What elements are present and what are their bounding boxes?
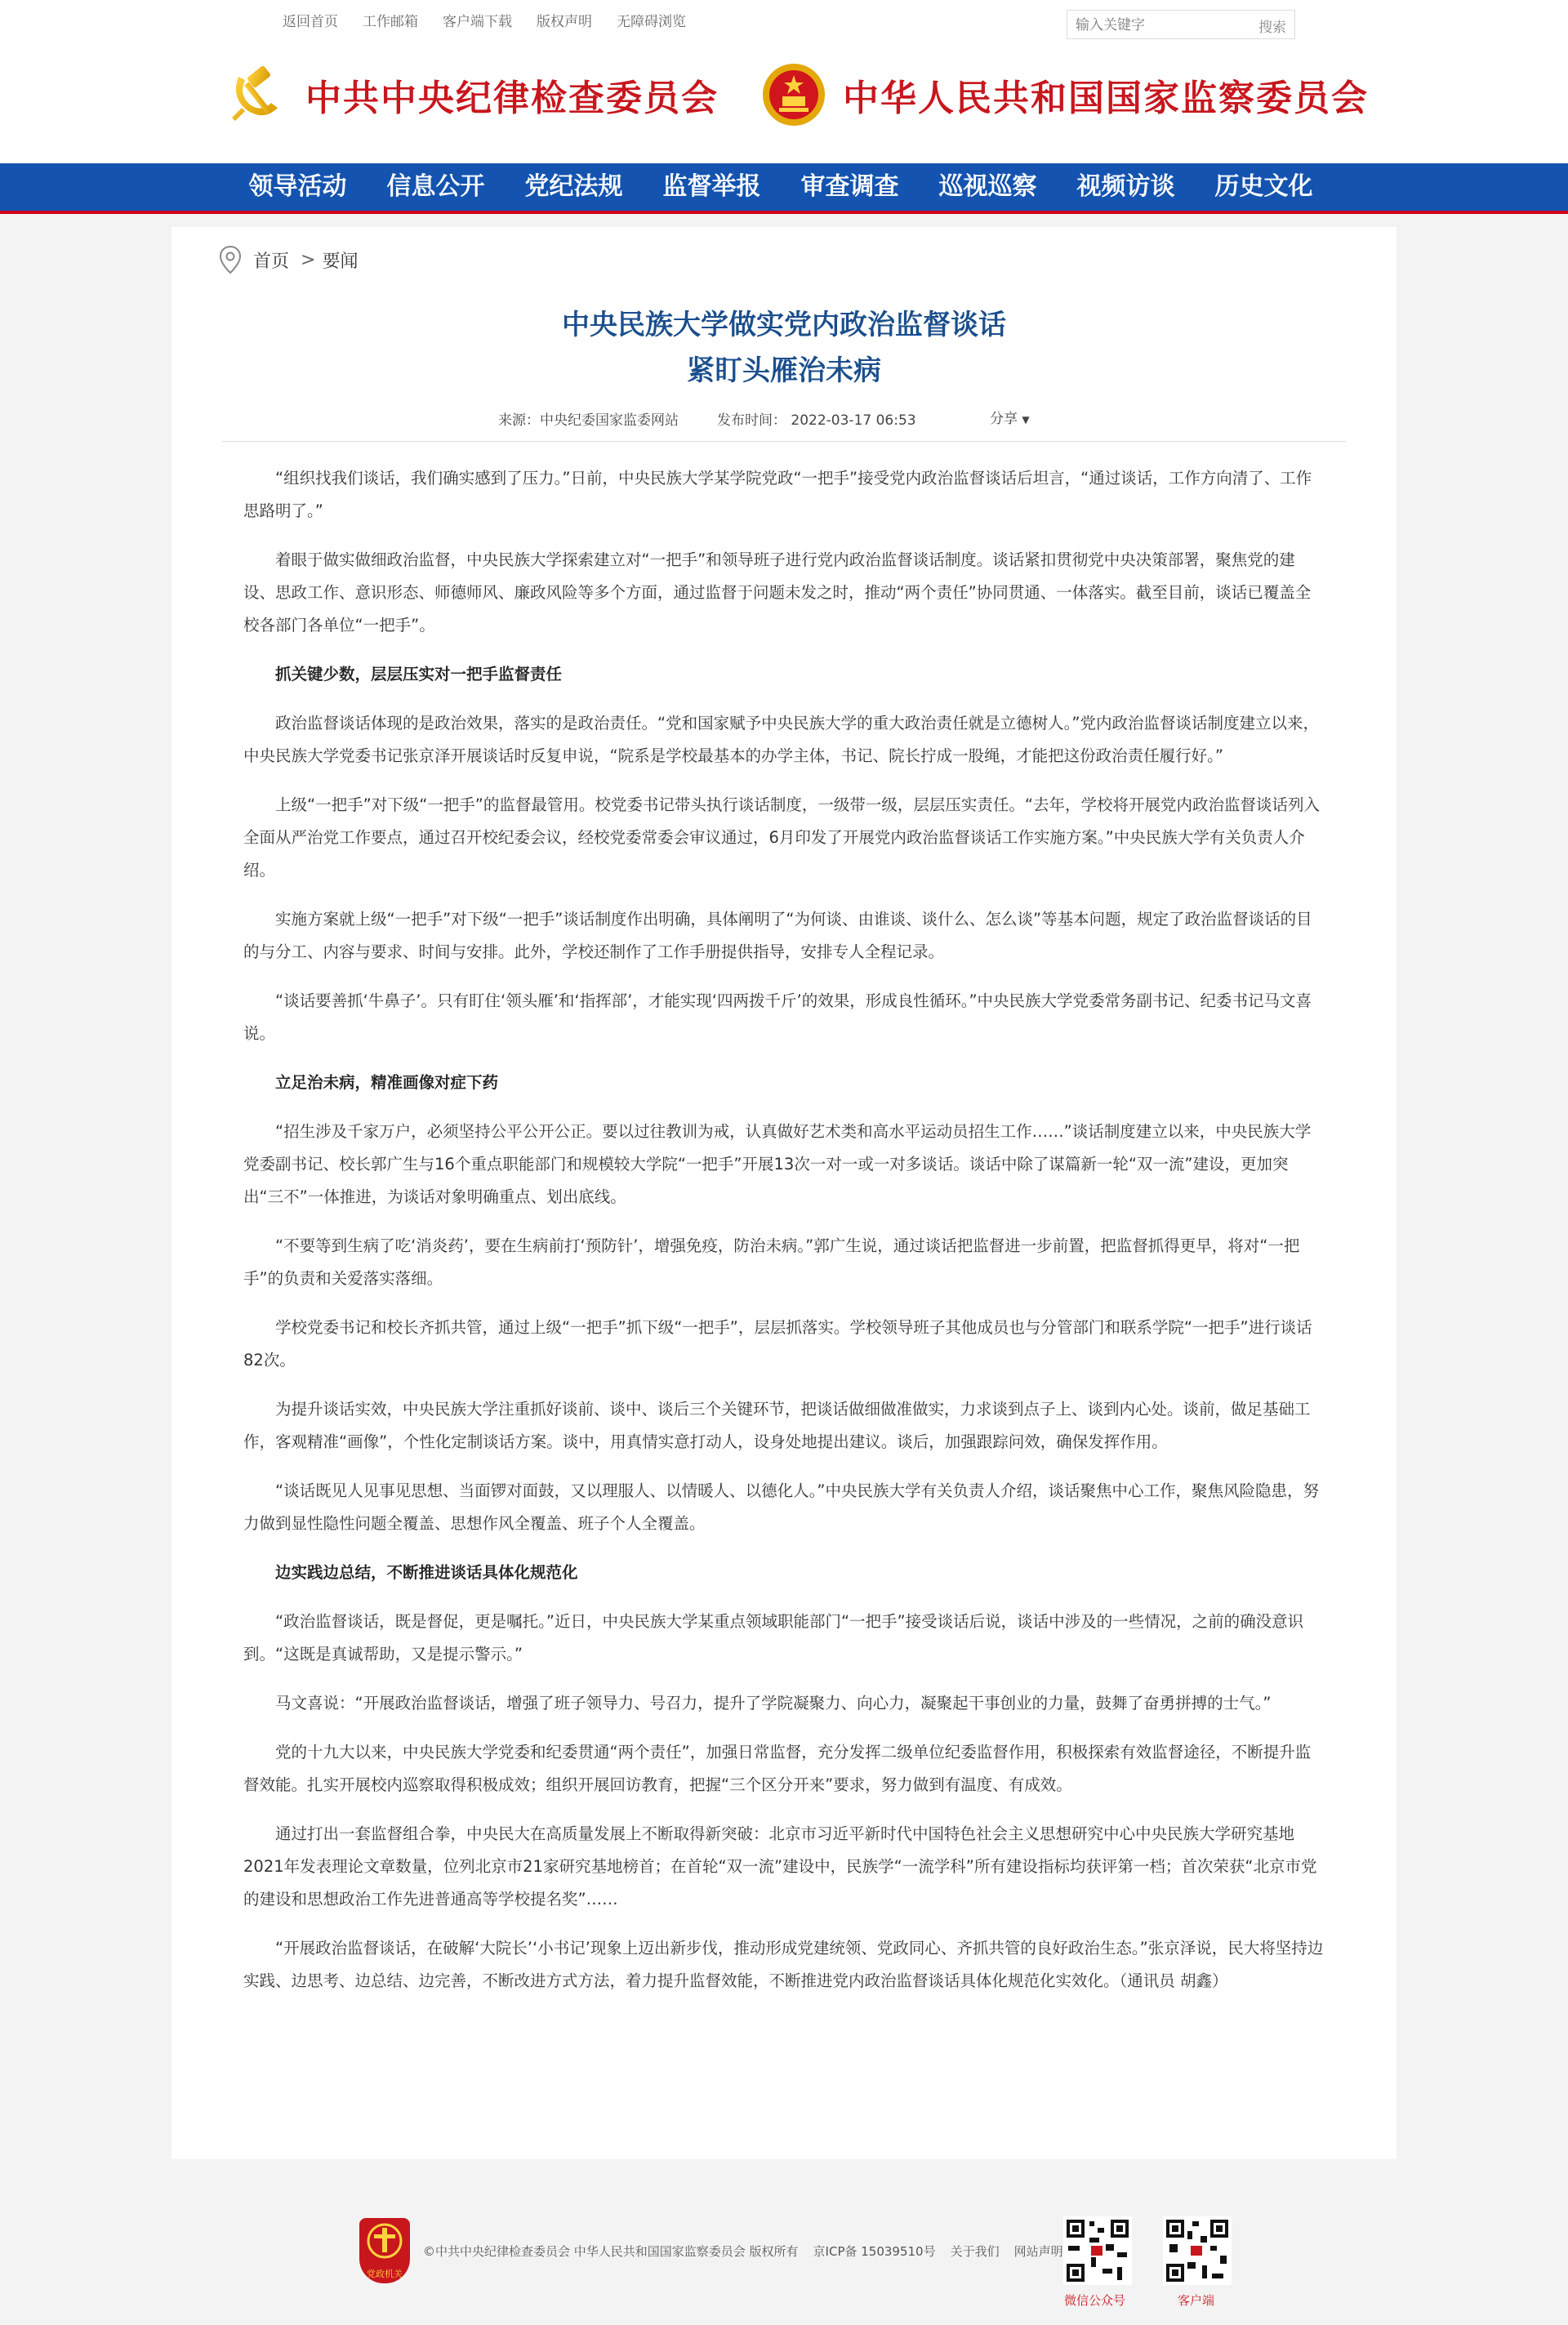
article-paragraph: 学校党委书记和校长齐抓共管，通过上级“一把手”抓下级“一把手”，层层抓落实。学校领导班子其他成员也与分管部门和联系学院“一把手”进行谈话82次。 [243,1318,1312,1370]
nav-item-info[interactable]: 信息公开 [386,172,485,201]
breadcrumb-home[interactable]: 首页 [253,251,290,272]
top-link-accessibility[interactable]: 无障碍浏览 [617,14,686,30]
section-heading: 立足治未病，精准画像对症下药 [275,1073,499,1092]
article-body [243,462,1326,2014]
breadcrumb-current[interactable]: 要闻 [322,251,359,272]
share-label: 分享 [990,411,1018,427]
top-link-copyright[interactable]: 版权声明 [537,14,592,30]
footer-icp[interactable]: 京ICP备 15039510号 [813,2244,936,2259]
section-heading: 抓关键少数，层层压实对一把手监督责任 [275,665,563,684]
article-paragraph: 通过打出一套监督组合拳，中央民大在高质量发展上不断取得新突破：北京市习近平新时代中国特色社会主义思想研究中心中央民族大学研究基地2021年发表理论文章数量，位列北京市21家研究基地榜首；在首轮“双一流”建设中，民族学“一流学科”所有建设指标均获评第一档；首次荣获“北京市党的建设和思想政治工作先进普通高等学校提名奖”…… [243,1824,1317,1909]
qr-code-wechat[interactable] [1063,2216,1132,2285]
article-paragraph: 着眼于做实做细政治监督，中央民族大学探索建立对“一把手”和领导班子进行党内政治监督谈话制度。谈话紧扣贯彻党中央决策部署，聚焦党的建设、思政工作、意识形态、师德师风、廉政风险等多个方面，通过监督于问题未发之时，推动“两个责任”协同贯通、一体落实。截至目前，谈话已覆盖全校各部门各单位“一把手”。 [243,550,1312,635]
brand-right-title: 中华人民共和国国家监察委员会 [843,78,1369,119]
nav-item-report[interactable]: 监督举报 [662,172,761,201]
article-paragraph: 为提升谈话实效，中央民族大学注重抓好谈前、谈中、谈后三个关键环节，把谈话做细做准做实，力求谈到点子上、谈到内心处。谈前，做足基础工作，客观精准“画像”，个性化定制谈话方案。谈中，用真情实意打动人，设身处地提出建议。谈后，加强跟踪问效，确保发挥作用。 [243,1400,1311,1451]
top-link-download[interactable]: 客户端下载 [443,14,512,30]
gov-logo-text: 党政机关 [367,2269,403,2279]
article-publish-time: 发布时间： 2022-03-17 06:53 [717,412,916,429]
nav-item-video[interactable]: 视频访谈 [1076,172,1175,201]
national-emblem-icon [760,60,828,129]
footer-copyright: ©中共中央纪律检查委员会 中华人民共和国国家监察委员会 版权所有 [423,2244,799,2259]
top-links [283,10,686,30]
article-paragraph: 党的十九大以来，中央民族大学党委和纪委贯通“两个责任”，加强日常监督，充分发挥二级单位纪委监督作用，积极探索有效监督途径，不断提升监督效能。扎实开展校内巡察取得积极成效；组织开展回访教育，把握“三个区分开来”要求，努力做到有温度、有成效。 [243,1743,1312,1794]
gov-logo[interactable] [359,2218,410,2283]
nav-item-inspection[interactable]: 巡视巡察 [938,172,1037,201]
site-footer [0,2159,1568,2325]
top-link-home[interactable]: 返回首页 [283,14,338,30]
share-button[interactable] [990,407,1030,427]
breadcrumb-separator: > [301,249,316,270]
section-heading: 边实践边总结，不断推进谈话具体化规范化 [275,1563,578,1582]
location-pin-icon [219,245,242,274]
article-title-line2: 紧盯头雁治未病 [687,354,881,387]
site-header [0,0,1568,163]
footer-text [423,2243,1063,2260]
meta-divider [222,441,1346,442]
article-paragraph: “政治监督谈话，既是督促，更是嘱托。”近日，中央民族大学某重点领域职能部门“一把手”接受谈话后说，谈话中涉及的一些情况，之前的确没意识到。“这既是真诚帮助，又是提示警示。” [243,1612,1304,1664]
top-link-mail[interactable]: 工作邮箱 [363,14,418,30]
nav-item-leadership[interactable]: 领导活动 [248,172,347,201]
qr-code-app[interactable] [1163,2216,1232,2285]
article-paragraph: 上级“一把手”对下级“一把手”的监督最管用。校党委书记带头执行谈话制度，一级带一级，层层压实责任。“去年，学校将开展党内政治监督谈话列入全面从严治党工作要点，通过召开校纪委会议，经校党委常委会审议通过，6月印发了开展党内政治监督谈话工作实施方案。”中央民族大学有关负责人介绍。 [243,795,1321,880]
breadcrumb [219,243,358,276]
footer-link-about[interactable]: 关于我们 [950,2244,1000,2259]
nav-item-regulations[interactable]: 党纪法规 [524,172,623,201]
article-paragraph: 政治监督谈话体现的是政治效果，落实的是政治责任。“党和国家赋予中央民族大学的重大政治责任就是立德树人。”党内政治监督谈话制度建立以来，中央民族大学党委书记张京泽开展谈话时反复申说，“院系是学校最基本的办学主体，书记、院长拧成一股绳，才能把这份政治责任履行好。” [243,714,1319,765]
nav-item-history[interactable]: 历史文化 [1214,172,1313,201]
footer-link-statement[interactable]: 网站声明 [1013,2244,1063,2259]
qr-app-label: 客户端 [1178,2293,1215,2308]
search-box [1067,10,1295,39]
nav-item-investigation[interactable]: 审查调查 [800,172,899,201]
article-source: 来源：中央纪委国家监委网站 [498,412,679,429]
article-paragraph: “谈话要善抓‘牛鼻子’。只有盯住‘领头雁’和‘指挥部’，才能实现‘四两拨千斤’的效果，形成良性循环。”中央民族大学党委常务副书记、纪委书记马文喜说。 [243,991,1312,1043]
chevron-down-icon: ▼ [1022,414,1030,425]
brand-right[interactable] [760,60,1369,129]
party-emblem-icon [224,60,292,129]
article-container [172,227,1396,2159]
qr-code-icon [1163,2216,1232,2285]
article-paragraph: “组织找我们谈话，我们确实感到了压力。”日前，中央民族大学某学院党政“一把手”接受党内政治监督谈话后坦言，“通过谈话，工作方向清了、工作思路明了。” [243,469,1312,520]
article-paragraph: “开展政治监督谈话，在破解‘大院长’‘小书记’现象上迈出新步伐，推动形成党建统领、党政同心、齐抓共管的良好政治生态。”张京泽说，民大将坚持边实践、边思考、边总结、边完善，不断改进方式方法，着力提升监督效能，不断推进党内政治监督谈话具体化规范化实效化。（通讯员 胡鑫） [243,1939,1324,1990]
article-paragraph: 实施方案就上级“一把手”对下级“一把手”谈话制度作出明确，具体阐明了“为何谈、由谁谈、谈什么、怎么谈”等基本问题，规定了政治监督谈话的目的与分工、内容与要求、时间与安排。此外，学校还制作了工作手册提供指导，安排专人全程记录。 [243,910,1312,961]
article-title-line1: 中央民族大学做实党内政治监督谈话 [562,309,1006,341]
qr-wechat-label: 微信公众号 [1064,2293,1126,2308]
brand-left[interactable] [224,60,719,129]
article-paragraph: “不要等到生病了吃‘消炎药’，要在生病前打‘预防针’，增强免疫，防治未病。”郭广生说，通过谈话把监督进一步前置，把监督抓得更早，将对“一把手”的负责和关爱落实落细。 [243,1236,1300,1288]
gov-logo-icon [359,2218,410,2264]
qr-code-icon [1063,2216,1132,2285]
article-paragraph: “谈话既见人见事见思想、当面锣对面鼓，又以理服人、以情暖人、以德化人。”中央民族大学有关负责人介绍，谈话聚焦中心工作，聚焦风险隐患，努力做到显性隐性问题全覆盖、思想作风全覆盖、班子个人全覆盖。 [243,1481,1319,1533]
search-input[interactable] [1074,14,1241,37]
article-paragraph: “招生涉及千家万户，必须坚持公平公开公正。要以过往教训为戒，认真做好艺术类和高水平运动员招生工作……”谈话制度建立以来，中央民族大学党委副书记、校长郭广生与16个重点职能部门和规模较大学院“一把手”开展13次一对一或一对多谈话。谈话中除了谋篇新一轮“双一流”建设，更加突出“三不”一体推进，为谈话对象明确重点、划出底线。 [243,1122,1312,1206]
search-button[interactable]: 搜索 [1258,20,1286,36]
article-paragraph: 马文喜说：“开展政治监督谈话，增强了班子领导力、号召力，提升了学院凝聚力、向心力，凝聚起干事创业的力量，鼓舞了奋勇拼搏的士气。” [275,1694,1272,1713]
main-nav [0,163,1568,214]
brand-left-title: 中共中央纪律检查委员会 [305,78,719,119]
